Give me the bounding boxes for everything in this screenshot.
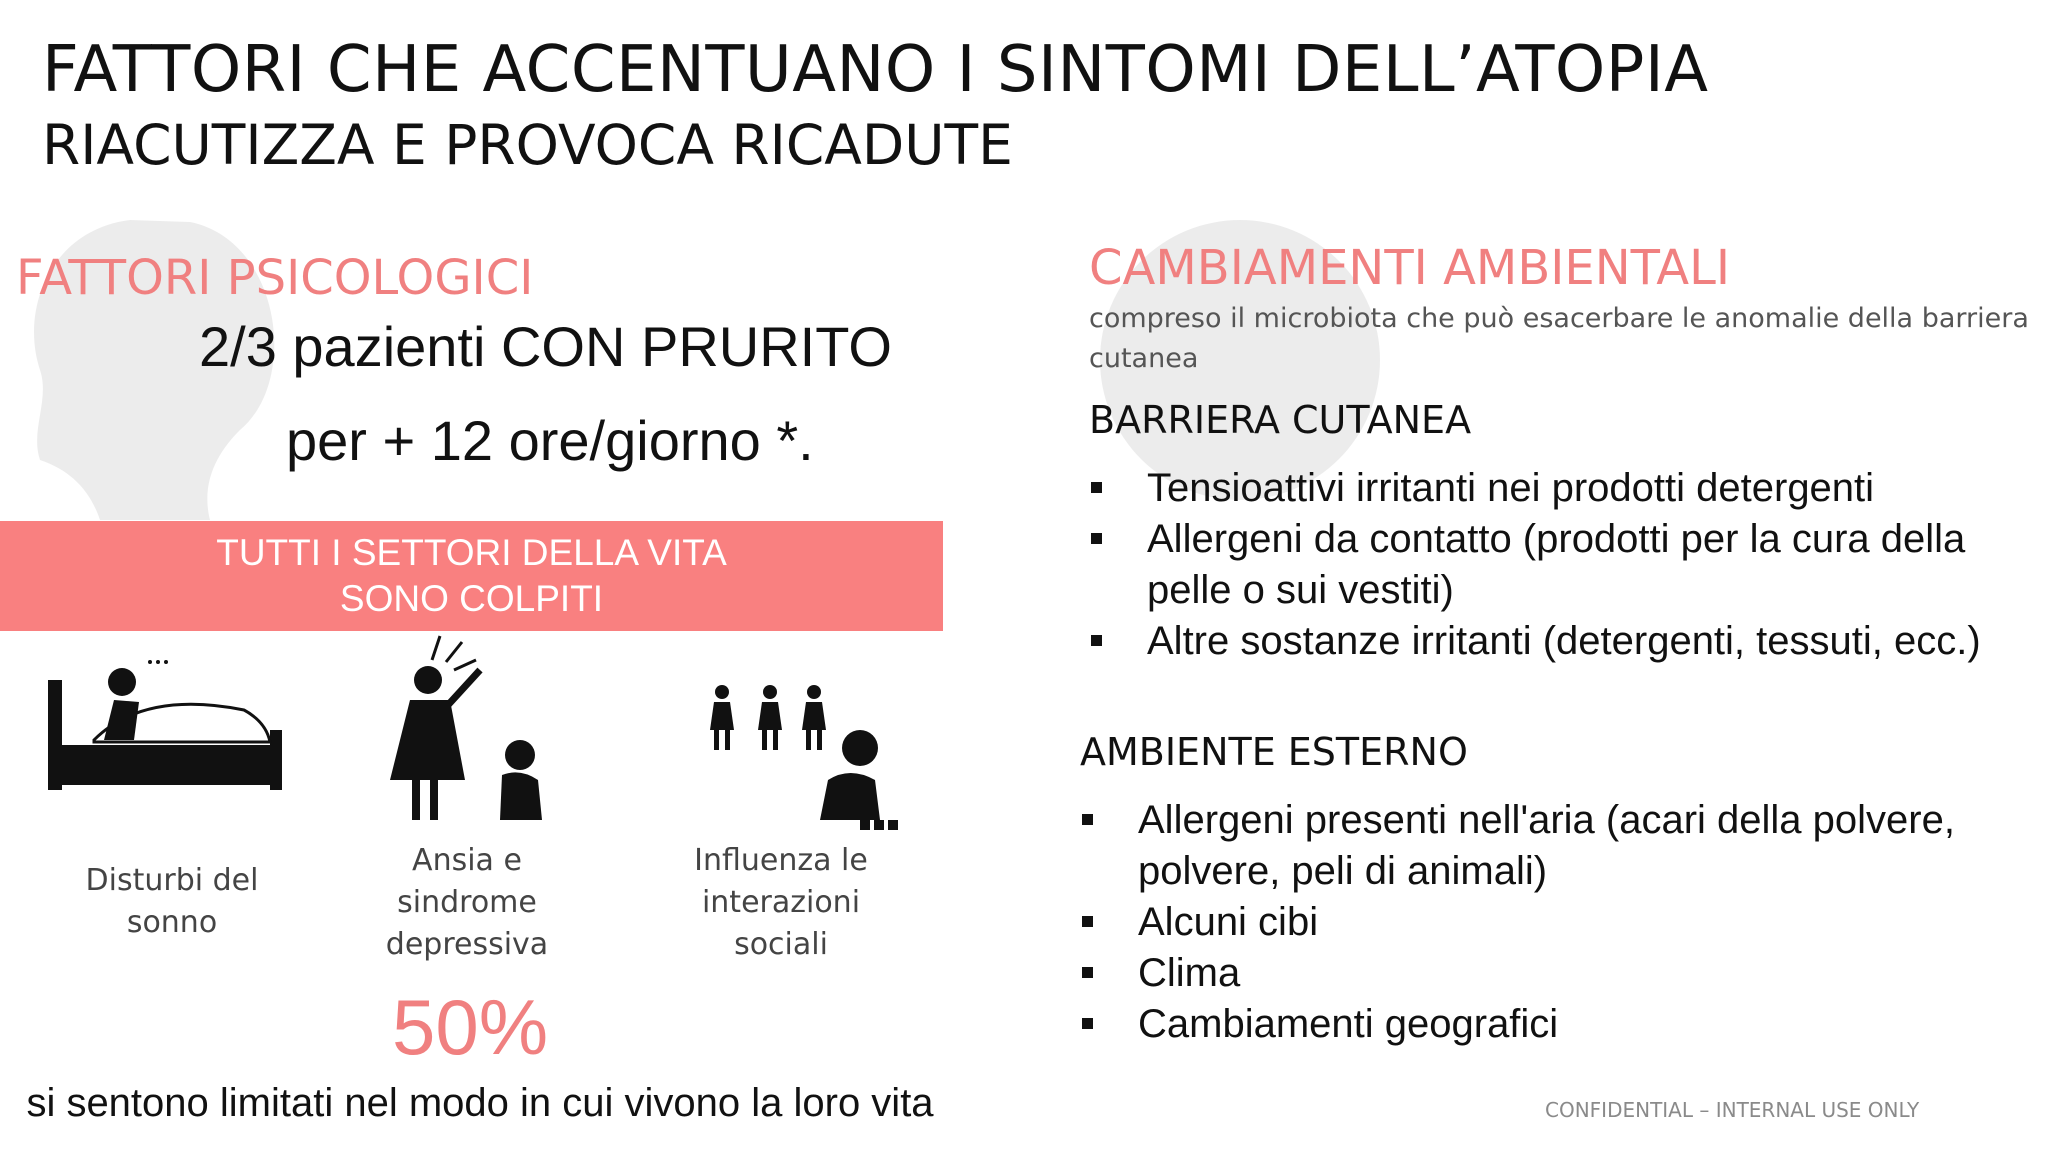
bullet-icon: [1082, 1018, 1093, 1029]
sleep-disturbance-icon: [44, 640, 284, 800]
skin-barrier-heading: BARRIERA CUTANEA: [1089, 398, 1472, 442]
sleep-caption: Disturbi del sonno: [85, 863, 259, 940]
psychological-factors-heading: FATTORI PSICOLOGICI: [16, 250, 534, 306]
list-item: Tensioattivi irritanti nei prodotti detergenti: [1087, 463, 2037, 514]
banner-line-1: TUTTI I SETTORI DELLA VITA: [216, 532, 727, 573]
bullet-icon: [1082, 967, 1093, 978]
anxiety-caption: Ansia e sindrome depressiva: [385, 843, 549, 962]
bullet-icon: [1082, 916, 1093, 927]
anxiety-icon: [370, 630, 570, 830]
percent-stat: 50%: [392, 983, 549, 1071]
itch-stat-line-1: 2/3 pazienti CON PRURITO: [199, 315, 892, 378]
external-environment-heading: AMBIENTE ESTERNO: [1080, 730, 1468, 774]
banner-line-2: SONO COLPITI: [339, 578, 604, 619]
bullet-icon: [1082, 814, 1093, 825]
bullet-icon: [1091, 635, 1102, 646]
list-item: Cambiamenti geografici: [1078, 999, 2038, 1050]
confidential-footer: CONFIDENTIAL – INTERNAL USE ONLY: [1545, 1098, 1920, 1122]
list-item: Altre sostanze irritanti (detergenti, tessuti, ecc.): [1087, 616, 2037, 667]
list-item: Allergeni da contatto (prodotti per la cura della pelle o sui vestiti): [1087, 514, 2037, 616]
external-environment-list: [1078, 795, 2038, 1050]
list-item: Clima: [1078, 948, 2038, 999]
social-caption: Influenza le interazioni sociali: [694, 843, 868, 962]
list-item: Allergeni presenti nell'aria (acari della polvere, polvere, peli di animali): [1078, 795, 2038, 897]
environmental-changes-heading: CAMBIAMENTI AMBIENTALI: [1089, 240, 1730, 296]
bullet-icon: [1091, 533, 1102, 544]
slide-subtitle: RIACUTIZZA E PROVOCA RICADUTE: [42, 113, 1013, 177]
skin-barrier-list: [1087, 463, 2037, 667]
life-areas-banner: [0, 521, 943, 631]
slide-title: FATTORI CHE ACCENTUANO I SINTOMI DELL’ATOPIA: [42, 33, 1709, 107]
social-interaction-icon: [700, 670, 930, 840]
microbiota-note: compreso il microbiota che può esacerbare le anomalie della barriera cutanea: [1089, 303, 2029, 374]
percent-description: si sentono limitati nel modo in cui vivono la loro vita: [26, 1081, 934, 1125]
itch-stat-line-2: per + 12 ore/giorno *.: [286, 409, 814, 472]
list-item: Alcuni cibi: [1078, 897, 2038, 948]
bullet-icon: [1091, 482, 1102, 493]
